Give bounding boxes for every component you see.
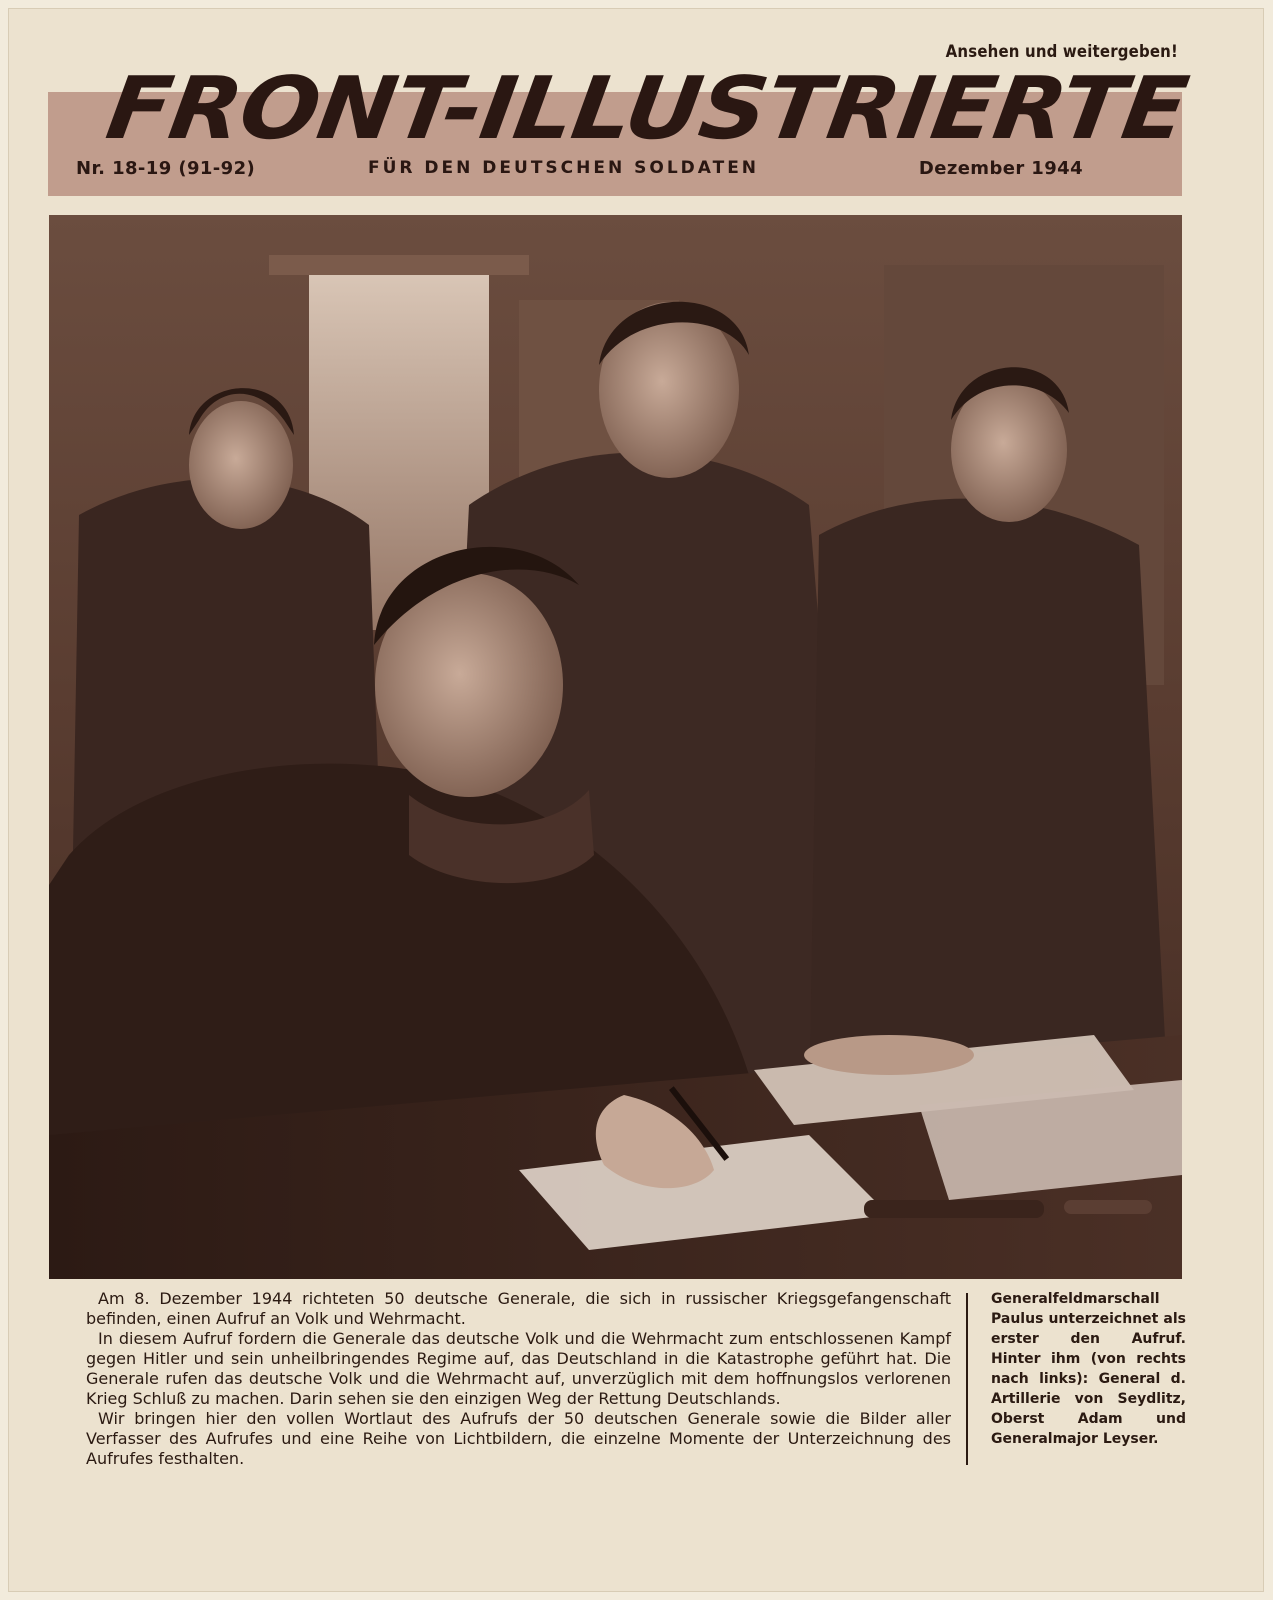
issue-number: Nr. 18-19 (91-92) bbox=[76, 158, 256, 179]
front-page bbox=[8, 8, 1264, 1592]
column-divider bbox=[966, 1293, 968, 1465]
caption-text-2: Oberst bbox=[991, 1411, 1045, 1427]
article-area bbox=[86, 1289, 1187, 1509]
caption-name-paulus: Paulus bbox=[991, 1311, 1044, 1327]
caption-name-adam: Adam bbox=[1077, 1411, 1123, 1427]
subtitle: FÜR DEN DEUTSCHEN SOLDATEN bbox=[368, 158, 760, 178]
article-paragraph-3: Wir bringen hier den vollen Wortlaut des Aufrufs der 50 deutschen Generale sowie die Bilder aller Verfasser des Aufrufes und eine Reihe von Lichtbildern, die einzelne Momente der Unterzeichnung des Aufrufes festhalten. bbox=[86, 1409, 951, 1468]
masthead-title: FRONT-ILLUSTRIERTE bbox=[100, 59, 1194, 159]
motto: Ansehen und weitergeben! bbox=[945, 42, 1178, 62]
caption-lead: Generalfeldmarschall bbox=[991, 1291, 1160, 1307]
issue-date: Dezember 1944 bbox=[918, 158, 1083, 179]
article-text bbox=[86, 1289, 951, 1469]
masthead-row bbox=[68, 158, 1158, 184]
article-paragraph-1: Am 8. Dezember 1944 richteten 50 deutsche Generale, die sich in russischer Kriegsgefangenschaft befinden, einen Aufruf an Volk und Wehrmacht. bbox=[86, 1289, 951, 1328]
caption-text-3: und Generalmajor bbox=[991, 1411, 1187, 1447]
caption-name-leyser: Leyser. bbox=[1102, 1431, 1159, 1447]
article-paragraph-2: In diesem Aufruf fordern die Generale das deutsche Volk und die Wehrmacht zum entschlossenen Kampf gegen Hitler und sein unheilbringendes Regime auf, das Deutschland in die Katastrophe geführt hat. Die Generale rufen das deutsche Volk und die Wehrmacht auf, unverzüglich mit dem hoffnungslos verlorenen Krieg Schluß zu machen. Darin sehen sie den einzigen Weg der Rettung Deutschlands. bbox=[86, 1329, 951, 1408]
caption-text-1: unterzeichnet als erster den Aufruf. Hinter ihm (von rechts nach links): General d. Artillerie bbox=[991, 1311, 1186, 1407]
cover-photo bbox=[49, 215, 1182, 1279]
caption-name-seydlitz: von Seydlitz, bbox=[1074, 1391, 1186, 1407]
photo-caption bbox=[991, 1289, 1186, 1449]
